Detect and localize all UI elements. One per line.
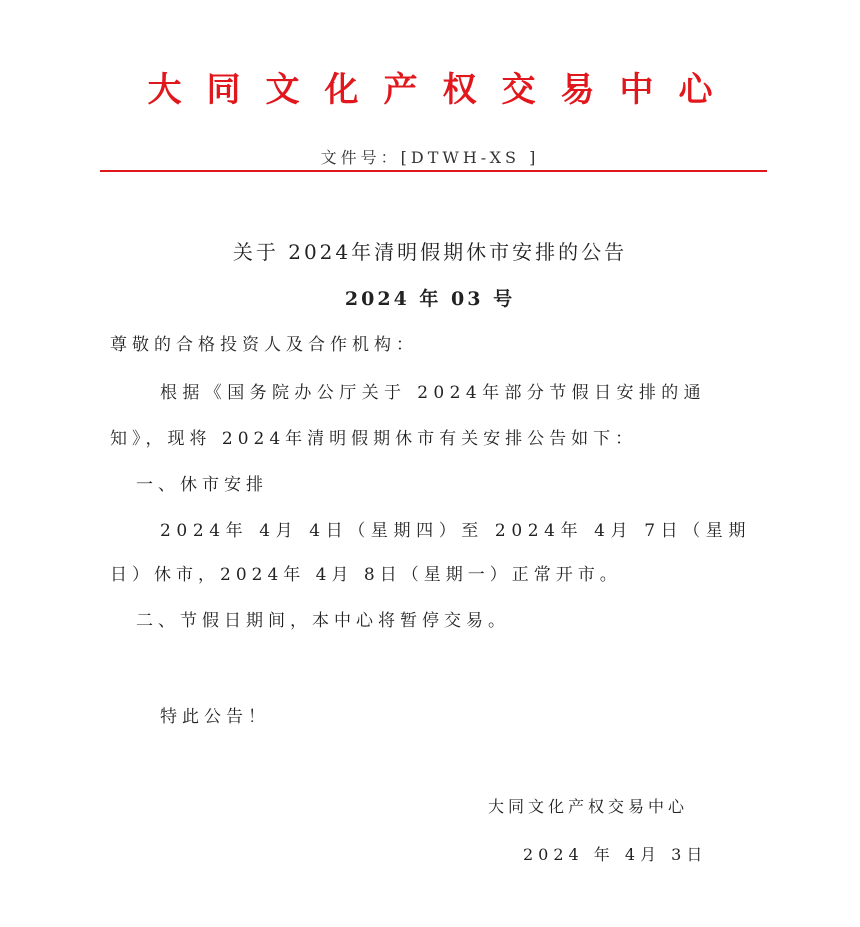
section-heading: 一、休市安排 <box>136 475 268 495</box>
notice-number: 2024 年 03 号 <box>344 288 516 310</box>
closing-statement: 特此公告！ <box>160 707 270 727</box>
paragraph-line: 根据《国务院办公厅关于 2024年部分节假日安排的通 <box>160 383 707 403</box>
header-divider <box>100 170 767 172</box>
paragraph-line: 2024年 4月 4日（星期四）至 2024年 4月 7日（星期 <box>160 521 752 541</box>
paragraph-line: 日）休市，2024年 4月 8日（星期一）正常开市。 <box>110 565 622 585</box>
notice-title: 关于 2024年清明假期休市安排的公告 <box>232 240 628 264</box>
salutation: 尊敬的合格投资人及合作机构： <box>110 335 418 355</box>
organization-header: 大同文化产权交易中心 <box>147 70 738 110</box>
signature-organization: 大同文化产权交易中心 <box>488 797 689 816</box>
document-number: 文件号：[DTWH-XS ] <box>320 148 540 167</box>
section-heading: 二、节假日期间，本中心将暂停交易。 <box>136 611 510 631</box>
signature-date: 2024 年 4月 3日 <box>523 845 708 864</box>
paragraph-line: 知》，现将 2024年清明假期休市有关安排公告如下： <box>110 429 638 449</box>
